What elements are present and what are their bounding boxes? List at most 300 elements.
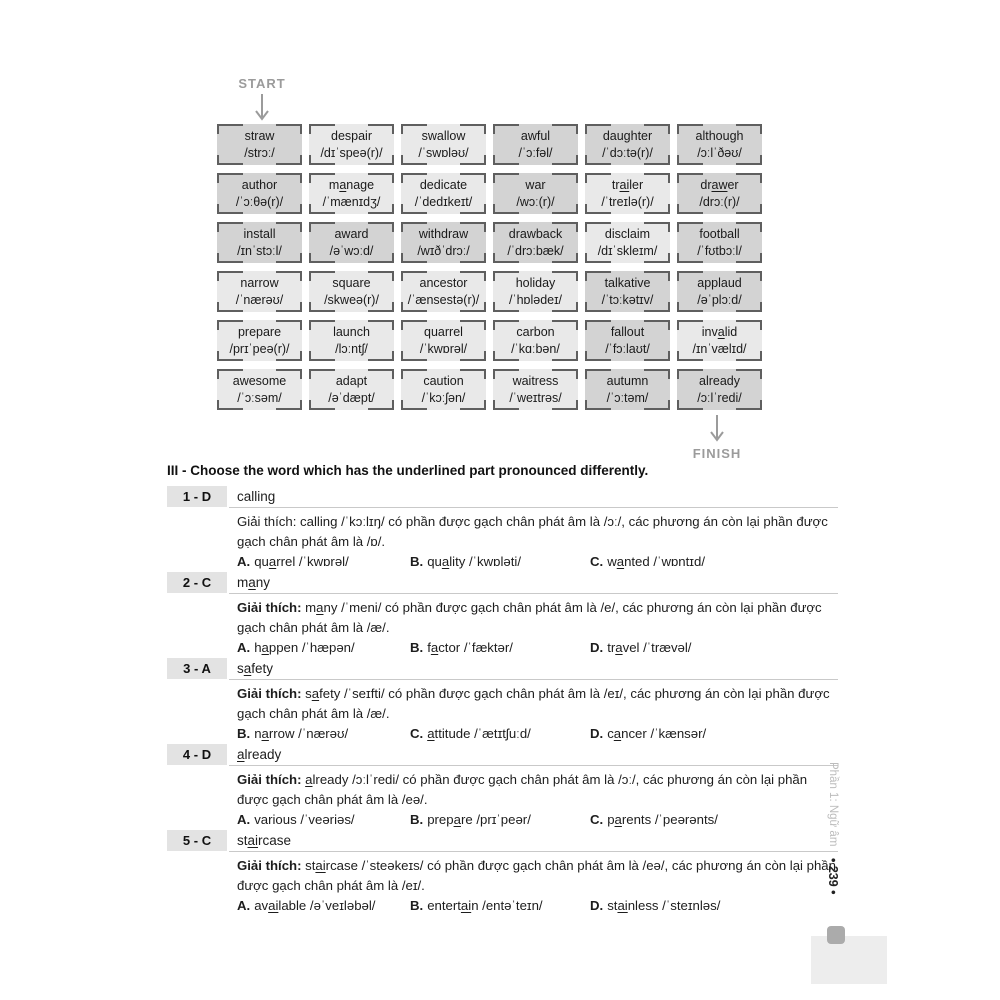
cell-word <box>424 324 463 341</box>
start-arrow-icon <box>253 93 271 123</box>
maze-cell <box>217 271 302 312</box>
maze-cell <box>585 124 670 165</box>
option-letter: B. <box>237 726 251 741</box>
maze-cell <box>677 173 762 214</box>
cell-ipa: /ˈɔːtəm/ <box>606 390 649 405</box>
text-segment: nless /ˈsteɪnləs/ <box>627 898 721 913</box>
cell-border-corner <box>736 302 762 312</box>
text-segment: author <box>241 177 278 192</box>
cell-word <box>238 324 281 341</box>
cell-border-corner <box>585 351 611 361</box>
cell-border-corner <box>368 302 394 312</box>
text-segment: fallout <box>610 324 645 339</box>
maze-cell <box>217 124 302 165</box>
option-letter: C. <box>590 554 604 569</box>
text-segment: dr <box>700 177 712 192</box>
text-segment: daughter <box>602 128 653 143</box>
answer-option <box>237 638 410 658</box>
cell-ipa: /ˈɔːθə(r)/ <box>235 194 284 209</box>
cell-border-corner <box>677 222 703 232</box>
cell-border-corner <box>585 302 611 312</box>
text-segment: w <box>607 554 617 569</box>
cell-border-corner <box>736 400 762 410</box>
cell-border-corner <box>677 400 703 410</box>
text-segment: re /prɪˈpeər/ <box>460 812 531 827</box>
page-number: • 239 • <box>826 857 840 895</box>
maze-cell <box>493 320 578 361</box>
text-segment: Giải thích: <box>237 858 302 873</box>
option-letter: A. <box>237 812 251 827</box>
text-segment: a <box>248 575 256 590</box>
text-segment: autumn <box>606 373 649 388</box>
text-segment: a <box>614 812 622 827</box>
text-segment: Giải thích: <box>237 686 302 701</box>
cell-border-corner <box>460 369 486 379</box>
cell-border-corner <box>644 222 670 232</box>
cell-border-corner <box>644 124 670 134</box>
text-segment: straw <box>244 128 275 143</box>
text-segment: already <box>699 373 740 388</box>
cell-border-corner <box>644 173 670 183</box>
maze-cell <box>677 320 762 361</box>
text-segment: despair <box>331 128 372 143</box>
text-segment: nted /ˈwɒntɪd/ <box>624 554 705 569</box>
cell-border-corner <box>460 155 486 165</box>
cell-border-corner <box>217 155 243 165</box>
cell-border-corner <box>585 124 611 134</box>
text-segment: holiday <box>515 275 556 290</box>
options-row <box>237 810 841 830</box>
answer-option <box>237 896 410 916</box>
text-segment: ppen /ˈhæpən/ <box>268 640 355 655</box>
option-letter: D. <box>590 726 604 741</box>
answer-option <box>410 638 590 658</box>
cell-border-corner <box>309 302 335 312</box>
text-segment: ai <box>247 833 259 848</box>
text-segment: s <box>237 661 244 676</box>
cell-ipa: /ˈɔːfəl/ <box>518 145 553 160</box>
maze-cell <box>585 271 670 312</box>
cell-border-corner <box>217 173 243 183</box>
text-segment: lable /əˈveɪləbəl/ <box>278 898 376 913</box>
maze-cell <box>493 222 578 263</box>
text-segment: a <box>316 600 324 615</box>
text-segment: awful <box>520 128 551 143</box>
cell-ipa: /əˈplɔːd/ <box>697 292 742 307</box>
cell-border-corner <box>309 369 335 379</box>
cell-border-corner <box>217 204 243 214</box>
cell-ipa: /ɪnˈvælɪd/ <box>692 341 747 356</box>
text-segment: tr <box>607 640 616 655</box>
text-segment: s <box>301 686 312 701</box>
cell-border-corner <box>585 400 611 410</box>
cell-ipa: /prɪˈpeə(r)/ <box>229 341 290 356</box>
maze-cell <box>401 124 486 165</box>
cell-border-corner <box>677 369 703 379</box>
cell-border-corner <box>677 253 703 263</box>
text-segment: square <box>332 275 371 290</box>
cell-ipa: /ˈdrɔːbæk/ <box>507 243 564 258</box>
cell-word <box>516 275 556 292</box>
cell-word <box>244 226 276 243</box>
cell-border-corner <box>552 369 578 379</box>
text-segment: st <box>607 898 618 913</box>
exercise-item <box>167 658 838 744</box>
maze-cell <box>677 222 762 263</box>
item-header-row <box>167 572 838 593</box>
cell-border-corner <box>309 124 335 134</box>
cell-border-corner <box>309 253 335 263</box>
cell-border-corner <box>585 173 611 183</box>
text-segment: c <box>607 726 614 741</box>
text-segment: ai <box>617 898 628 913</box>
text-segment: caution <box>423 373 464 388</box>
text-segment: ancestor <box>419 275 468 290</box>
item-header-row <box>167 486 838 507</box>
cell-border-corner <box>552 204 578 214</box>
cell-border-corner <box>644 351 670 361</box>
question-word <box>237 747 281 762</box>
cell-border-corner <box>552 124 578 134</box>
cell-border-corner <box>460 173 486 183</box>
finish-arrow-icon <box>708 414 726 444</box>
cell-word <box>525 177 545 194</box>
cell-word <box>702 324 737 341</box>
text-segment: football <box>699 226 740 241</box>
cell-border-corner <box>736 351 762 361</box>
cell-border-corner <box>644 400 670 410</box>
cell-border-corner <box>644 369 670 379</box>
text-segment: a <box>311 686 320 701</box>
cell-ipa: /skweə(r)/ <box>324 292 379 307</box>
text-segment: a <box>453 812 461 827</box>
explanation-text <box>237 512 841 552</box>
cell-word <box>699 373 740 390</box>
answer-option <box>590 552 841 572</box>
option-letter: D. <box>590 898 604 913</box>
cell-border-corner <box>401 271 427 281</box>
cell-border-corner <box>276 400 302 410</box>
text-segment: withdraw <box>418 226 469 241</box>
maze-cell <box>585 320 670 361</box>
options-row <box>237 896 841 916</box>
text-segment: war <box>525 177 546 192</box>
cell-ipa: /ˈdɔːtə(r)/ <box>602 145 653 160</box>
cell-ipa: /lɔːntʃ/ <box>335 341 368 356</box>
page-tab-marker <box>827 926 845 944</box>
option-letter: A. <box>237 898 251 913</box>
text-segment: ai <box>619 177 630 192</box>
cell-border-corner <box>460 271 486 281</box>
cell-border-corner <box>585 204 611 214</box>
text-segment: a <box>441 554 450 569</box>
cell-border-corner <box>401 155 427 165</box>
cell-border-corner <box>677 155 703 165</box>
text-segment: a <box>427 726 435 741</box>
text-segment: rrow /ˈnærəʊ/ <box>268 726 349 741</box>
text-segment: a <box>261 640 269 655</box>
cell-border-corner <box>276 369 302 379</box>
cell-border-corner <box>368 204 394 214</box>
section-label: Phần 1: Ngữ âm <box>827 762 839 847</box>
cell-border-corner <box>368 369 394 379</box>
page-edge-label <box>826 762 840 932</box>
cell-border-corner <box>677 204 703 214</box>
cell-ipa: /ˈkɔːʃən/ <box>421 390 466 405</box>
cell-word <box>332 275 370 292</box>
cell-border-corner <box>736 155 762 165</box>
maze-cell <box>401 271 486 312</box>
cell-border-corner <box>276 124 302 134</box>
cell-ipa: /wɪðˈdrɔː/ <box>417 243 470 258</box>
cell-border-corner <box>217 302 243 312</box>
answer-option <box>590 810 841 830</box>
cell-border-corner <box>736 369 762 379</box>
cell-ipa: /ˈdedɪkeɪt/ <box>414 194 473 209</box>
cell-ipa: /ˈkwɒrəl/ <box>419 341 468 356</box>
maze-cell <box>217 320 302 361</box>
cell-border-corner <box>736 124 762 134</box>
cell-border-corner <box>368 351 394 361</box>
option-letter: C. <box>410 726 424 741</box>
answer-badge: 2 - C <box>167 572 227 593</box>
text-segment: awesome <box>232 373 287 388</box>
text-segment: p <box>607 812 615 827</box>
text-segment: rrel /ˈkwɒrəl/ <box>276 554 349 569</box>
text-segment: award <box>334 226 369 241</box>
text-segment: m <box>301 600 317 615</box>
answer-badge: 1 - D <box>167 486 227 507</box>
cell-border-corner <box>309 155 335 165</box>
answer-option <box>410 724 590 744</box>
cell-ipa: /əˈwɔːd/ <box>329 243 374 258</box>
item-header-row <box>167 658 838 679</box>
text-segment: narrow <box>240 275 279 290</box>
cell-border-corner <box>493 155 519 165</box>
text-segment: ai <box>460 898 472 913</box>
text-segment: ny /ˈmeni/ có phần được gạch chân phát âm là /e/, các phương án còn lại phần được gạch chân phát âm là /æ/. <box>237 600 822 635</box>
cell-ipa: /ˈɔːsəm/ <box>237 390 282 405</box>
text-segment: rents /ˈpeərənts/ <box>621 812 718 827</box>
option-letter: B. <box>410 898 424 913</box>
answer-option <box>590 896 841 916</box>
cell-border-corner <box>552 253 578 263</box>
cell-border-corner <box>677 124 703 134</box>
cell-border-corner <box>736 320 762 330</box>
text-segment: a <box>268 554 277 569</box>
cell-border-corner <box>309 400 335 410</box>
cell-border-corner <box>309 173 335 183</box>
text-segment: m <box>237 575 249 590</box>
cell-border-corner <box>736 222 762 232</box>
cell-border-corner <box>644 155 670 165</box>
options-row <box>237 638 841 658</box>
text-segment: entert <box>427 898 461 913</box>
exercise-item <box>167 572 838 658</box>
cell-border-corner <box>677 351 703 361</box>
maze-cell <box>677 271 762 312</box>
cell-border-corner <box>217 222 243 232</box>
options-row <box>237 552 841 572</box>
text-segment: launch <box>333 324 370 339</box>
text-segment: lity /ˈkwɒləti/ <box>449 554 522 569</box>
item-body <box>237 512 841 572</box>
cell-border-corner <box>493 204 519 214</box>
exercise-item <box>167 486 838 572</box>
cell-ipa: /ˈweɪtrəs/ <box>509 390 562 405</box>
cell-word <box>333 324 370 341</box>
cell-border-corner <box>644 271 670 281</box>
answer-option <box>590 724 841 744</box>
cell-border-corner <box>552 222 578 232</box>
cell-border-corner <box>401 302 427 312</box>
cell-border-corner <box>276 351 302 361</box>
cell-ipa: /strɔː/ <box>244 145 275 160</box>
answer-option <box>237 724 410 744</box>
cell-border-corner <box>401 369 427 379</box>
cell-word <box>336 373 367 390</box>
text-segment: various /ˈveəriəs/ <box>254 812 355 827</box>
cell-border-corner <box>677 271 703 281</box>
answer-option <box>237 552 410 572</box>
maze-cell <box>401 369 486 410</box>
text-segment: rcase <box>258 833 292 848</box>
text-segment: lready /ɔːlˈredi/ có phần được gạch chân phát âm là /ɔː/, các phương án còn lại phần được gạch chân phát âm là /eə/. <box>237 772 808 807</box>
option-letter: D. <box>590 640 604 655</box>
cell-border-corner <box>309 271 335 281</box>
cell-ipa: /dɪˈskleɪm/ <box>597 243 658 258</box>
text-segment: a <box>243 661 252 676</box>
explanation-text <box>237 856 841 896</box>
cell-border-corner <box>217 320 243 330</box>
cell-border-corner <box>736 271 762 281</box>
cell-border-corner <box>368 400 394 410</box>
cell-border-corner <box>644 302 670 312</box>
explanation-text <box>237 684 841 724</box>
cell-border-corner <box>276 155 302 165</box>
cell-border-corner <box>401 400 427 410</box>
cell-border-corner <box>552 155 578 165</box>
answer-option <box>237 810 410 830</box>
answer-badge: 3 - A <box>167 658 227 679</box>
cell-border-corner <box>276 302 302 312</box>
text-segment: nage <box>346 177 375 192</box>
cell-border-corner <box>401 173 427 183</box>
answer-badge: 5 - C <box>167 830 227 851</box>
cell-border-corner <box>309 351 335 361</box>
exercise-heading: III - Choose the word which has the underlined part pronounced differently. <box>167 463 649 478</box>
maze-cell <box>217 173 302 214</box>
option-letter: B. <box>410 554 424 569</box>
page-corner-rect <box>811 936 887 984</box>
option-letter: B. <box>410 640 424 655</box>
cell-border-corner <box>493 222 519 232</box>
text-segment: h <box>254 640 262 655</box>
cell-border-corner <box>552 351 578 361</box>
text-segment: a <box>237 747 245 762</box>
cell-border-corner <box>401 253 427 263</box>
cell-ipa: /ˈswɒləʊ/ <box>418 145 469 160</box>
maze-cell <box>309 124 394 165</box>
cell-border-corner <box>644 320 670 330</box>
maze-finish <box>672 414 762 461</box>
cell-border-corner <box>736 253 762 263</box>
maze-cell <box>309 222 394 263</box>
cell-border-corner <box>493 320 519 330</box>
item-body <box>237 856 841 916</box>
maze-start <box>217 76 307 123</box>
cell-border-corner <box>276 271 302 281</box>
cell-border-corner <box>552 320 578 330</box>
question-word <box>237 489 275 504</box>
text-segment: a <box>613 726 622 741</box>
cell-border-corner <box>644 204 670 214</box>
start-label: START <box>238 76 286 91</box>
text-segment: er <box>727 177 739 192</box>
maze-cell <box>309 173 394 214</box>
cell-border-corner <box>217 400 243 410</box>
text-segment: vel /ˈtrævəl/ <box>622 640 692 655</box>
text-segment: st <box>237 833 248 848</box>
text-segment: drawback <box>508 226 563 241</box>
cell-border-corner <box>552 400 578 410</box>
option-letter: A. <box>237 640 251 655</box>
cell-border-corner <box>552 271 578 281</box>
maze-cell <box>401 173 486 214</box>
cell-border-corner <box>401 320 427 330</box>
cell-border-corner <box>552 302 578 312</box>
cell-ipa: /ɔːlˈredi/ <box>697 390 742 405</box>
maze-cell <box>217 222 302 263</box>
cell-ipa: /ˈfʊtbɔːl/ <box>697 243 742 258</box>
cell-border-corner <box>217 369 243 379</box>
answer-option <box>410 810 590 830</box>
cell-border-corner <box>460 351 486 361</box>
cell-border-corner <box>460 124 486 134</box>
cell-border-corner <box>217 271 243 281</box>
cell-ipa: /ˈnærəʊ/ <box>235 292 284 307</box>
cell-border-corner <box>493 400 519 410</box>
pronunciation-maze-grid <box>217 124 762 410</box>
text-segment: rcase /ˈsteəkeɪs/ có phần được gạch chân phát âm là /eə/, các phương án còn lại phần được gạch chân phát âm là /eɪ/. <box>237 858 836 893</box>
cell-word <box>242 177 277 194</box>
cell-border-corner <box>585 155 611 165</box>
text-segment: lid <box>724 324 738 339</box>
cell-word <box>699 226 739 243</box>
maze-cell <box>493 173 578 214</box>
question-word <box>237 575 270 590</box>
maze-cell <box>493 124 578 165</box>
cell-border-corner <box>493 369 519 379</box>
text-segment: ncer /ˈkænsər/ <box>621 726 707 741</box>
answer-option <box>410 896 590 916</box>
text-segment: install <box>243 226 276 241</box>
answer-option <box>590 638 841 658</box>
answer-option <box>410 552 590 572</box>
text-segment: aw <box>711 177 728 192</box>
cell-ipa: /ˈmænɪdʒ/ <box>322 194 381 209</box>
text-segment: adapt <box>335 373 368 388</box>
question-word <box>237 833 291 848</box>
cell-border-corner <box>585 271 611 281</box>
text-segment: Giải thích: <box>237 600 302 615</box>
cell-border-corner <box>644 253 670 263</box>
maze-cell <box>309 271 394 312</box>
text-segment: a <box>615 640 623 655</box>
cell-border-corner <box>736 173 762 183</box>
text-segment: disclaim <box>604 226 651 241</box>
maze-cell <box>401 320 486 361</box>
